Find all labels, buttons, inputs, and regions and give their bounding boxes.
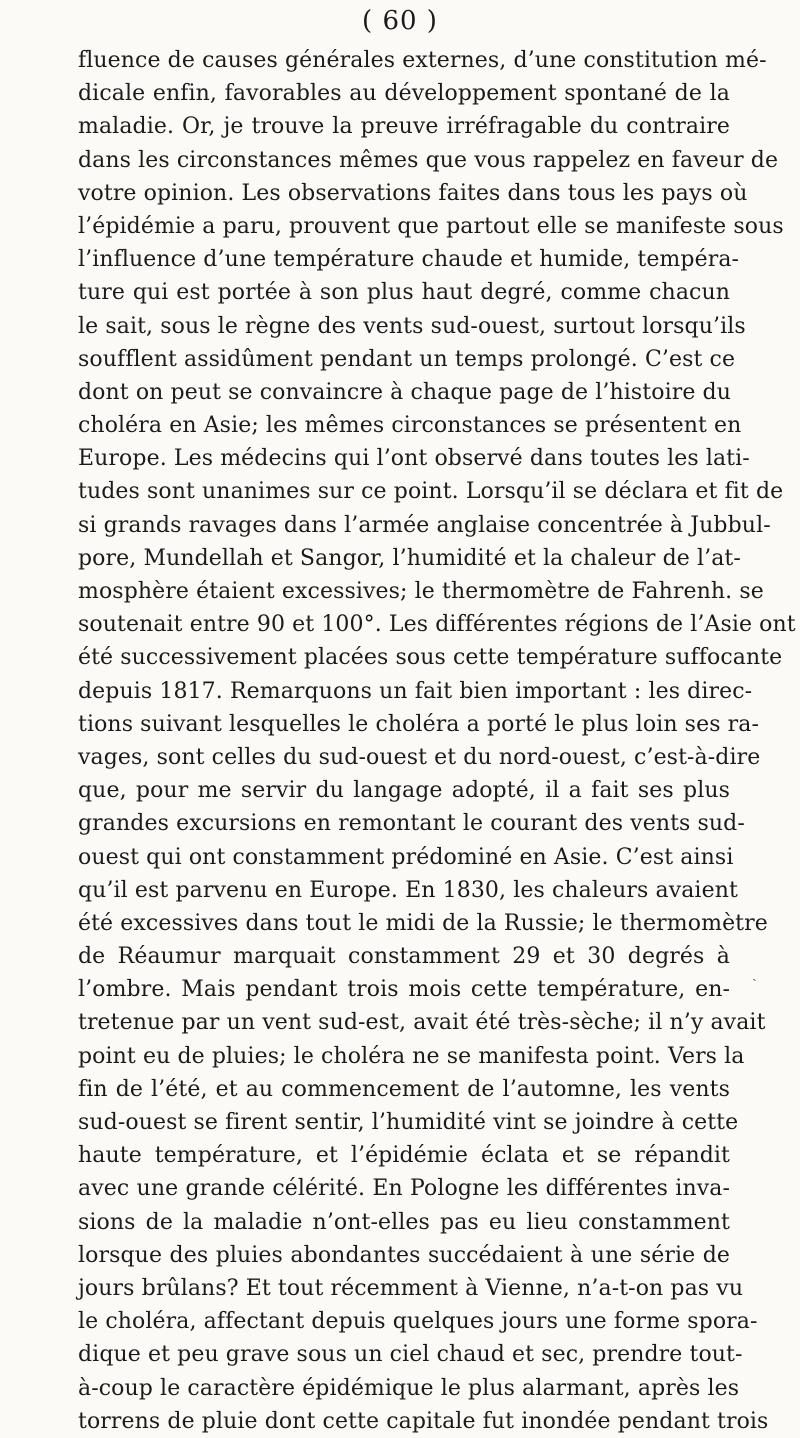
text-line: l’ombre. Mais pendant trois mois cette température, en- <box>78 977 730 1003</box>
text-line: depuis 1817. Remarquons un fait bien important : les direc- <box>78 678 753 704</box>
text-line: soutenait entre 90 et 100°. Les différentes régions de l’Asie ont <box>78 612 796 638</box>
text-line: le choléra, affectant depuis quelques jours une forme spora- <box>78 1309 758 1335</box>
text-line: été successivement placées sous cette température suffocante <box>78 645 783 671</box>
text-line: tudes sont unanimes sur ce point. Lorsqu’il se déclara et fit de <box>78 479 784 505</box>
text-line: soufflent assidûment pendant un temps prolongé. C’est ce <box>78 346 736 372</box>
page-number: ( 60 ) <box>362 6 438 36</box>
text-line: l’influence d’une température chaude et humide, tempéra- <box>78 247 740 273</box>
text-line: lorsque des pluies abondantes succédaient à une série de <box>78 1242 730 1268</box>
text-line: pore, Mundellah et Sangor, l’humidité et la chaleur de l’at- <box>78 545 741 571</box>
text-line: maladie. Or, je trouve la preuve irréfragable du contraire <box>78 114 730 140</box>
text-line: votre opinion. Les observations faites dans tous les pays où <box>78 180 748 206</box>
text-line: avec une grande célérité. En Pologne les différentes inva- <box>78 1176 730 1202</box>
text-line: de Réaumur marquait constamment 29 et 30 degrés à <box>78 944 730 970</box>
text-line: ture qui est portée à son plus haut degré, comme chacun <box>78 280 730 306</box>
text-line: qu’il est parvenu en Europe. En 1830, les chaleurs avaient <box>78 877 738 903</box>
text-line: haute température, et l’épidémie éclata et se répandit <box>78 1143 730 1169</box>
text-line: dicale enfin, favorables au développement spontané de la <box>78 81 730 107</box>
text-line: jours brûlans? Et tout récemment à Vienne, n’a-t-on pas vu <box>78 1275 744 1301</box>
text-line: dique et peu grave sous un ciel chaud et sec, prendre tout- <box>78 1342 743 1368</box>
text-line: que, pour me servir du langage adopté, il a fait ses plus <box>78 778 730 804</box>
text-line: si grands ravages dans l’armée anglaise concentrée à Jubbul- <box>78 512 771 538</box>
text-line: choléra en Asie; les mêmes circonstances se présentent en <box>78 413 742 439</box>
body-text <box>78 44 796 1438</box>
text-line: à-coup le caractère épidémique le plus alarmant, après les <box>78 1375 740 1401</box>
text-line: Europe. Les médecins qui l’ont observé dans toutes les lati- <box>78 446 750 472</box>
text-line: l’épidémie a paru, prouvent que partout elle se manifeste sous <box>78 213 784 239</box>
text-line: vages, sont celles du sud-ouest et du nord-ouest, c’est-à-dire <box>78 744 761 770</box>
text-line: point eu de pluies; le choléra ne se manifesta point. Vers la <box>78 1043 745 1069</box>
text-line: fluence de causes générales externes, d’une constitution mé- <box>78 48 767 73</box>
text-line: tretenue par un vent sud-est, avait été très-sèche; il n’y avait <box>78 1010 766 1036</box>
text-line: fin de l’été, et au commencement de l’automne, les vents <box>78 1076 730 1102</box>
text-line: dont on peut se convaincre à chaque page de l’histoire du <box>78 379 731 405</box>
text-line: torrens de pluie dont cette capitale fut inondée pendant trois <box>78 1408 769 1434</box>
text-line: le sait, sous le règne des vents sud-ouest, surtout lorsqu’ils <box>78 313 746 339</box>
text-line: sud-ouest se firent sentir, l’humidité vint se joindre à cette <box>78 1110 739 1135</box>
text-line: dans les circonstances mêmes que vous rappelez en faveur de <box>78 147 779 173</box>
text-line: sions de la maladie n’ont-elles pas eu lieu constamment <box>78 1209 730 1235</box>
margin-mark: ˏ <box>752 966 757 982</box>
text-line: été excessives dans tout le midi de la Russie; le thermomètre <box>78 910 768 936</box>
text-line: grandes excursions en remontant le courant des vents sud- <box>78 811 745 837</box>
text-line: mosphère étaient excessives; le thermomètre de Fahrenh. se <box>78 579 764 604</box>
text-line: ouest qui ont constamment prédominé en Asie. C’est ainsi <box>78 844 734 870</box>
text-line: tions suivant lesquelles le choléra a porté le plus loin ses ra- <box>78 711 760 737</box>
